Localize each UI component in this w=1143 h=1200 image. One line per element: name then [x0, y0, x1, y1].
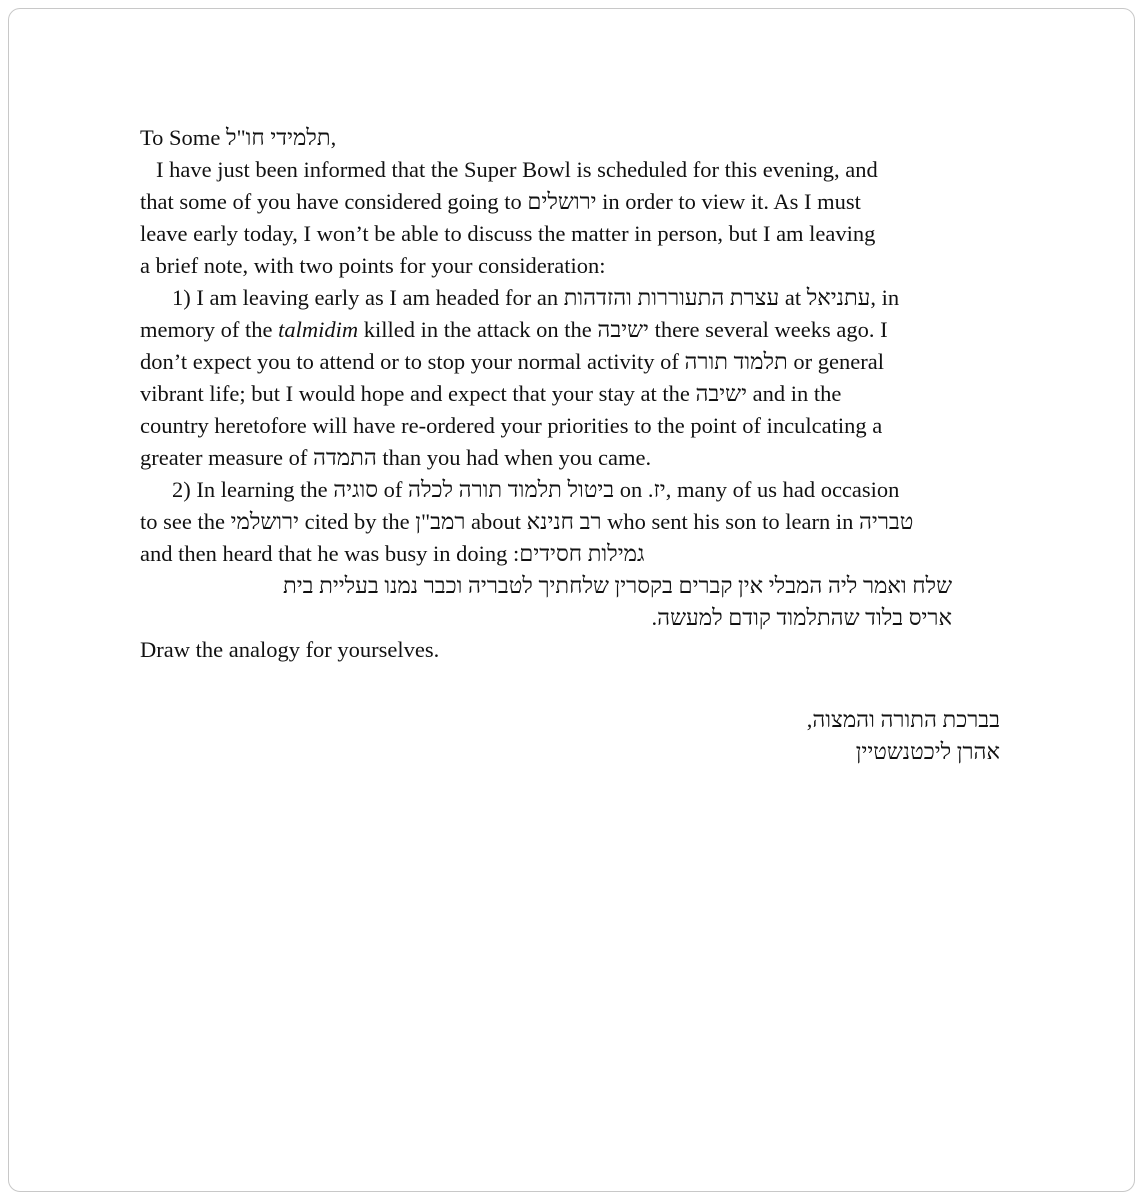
point-1-line-6: greater measure of התמדה than you had when you came.: [140, 445, 652, 470]
signature-blessing: בברכת התורה והמצוה,: [806, 707, 1000, 732]
hebrew-quote-line-2: אריס בלוד שהתלמוד קודם למעשה.: [651, 605, 952, 630]
closing-line: Draw the analogy for yourselves.: [140, 637, 440, 662]
point-1-line-2: memory of the talmidim killed in the attack on the ישיבה there several weeks ago. I: [140, 317, 888, 342]
paragraph-1-line-4: a brief note, with two points for your consideration:: [140, 253, 606, 278]
point-2-line-3: and then heard that he was busy in doing גמילות חסידים:: [140, 541, 645, 566]
point-1-line-3: don’t expect you to attend or to stop your normal activity of תלמוד תורה or general: [140, 349, 884, 374]
signature-block: [740, 704, 1000, 768]
paragraph-1-line-3: leave early today, I won’t be able to discuss the matter in person, but I am leaving: [140, 221, 876, 246]
point-2-line-2: to see the ירושלמי cited by the רמב"ן about רב חנינא who sent his son to learn in טבריה: [140, 509, 914, 534]
hebrew-quote-line-1: שלח ואמר ליה המבלי אין קברים בקסרין שלחתיך לטבריה וכבר נמנו בעליית בית: [283, 573, 952, 598]
signature-name: אהרן ליכטנשטיין: [855, 739, 1000, 764]
letter-body: [140, 122, 1000, 666]
point-1-line-1: 1) I am leaving early as I am headed for an עצרת התעוררות והזדהות at עתניאל, in: [172, 285, 900, 310]
salutation: To Some תלמידי חו"ל,: [140, 125, 337, 150]
point-1-line-4: vibrant life; but I would hope and expect that your stay at the ישיבה and in the: [140, 381, 842, 406]
point-1-line-5: country heretofore will have re-ordered your priorities to the point of inculcating a: [140, 413, 883, 438]
paragraph-1-line-1: I have just been informed that the Super Bowl is scheduled for this evening, and: [156, 157, 878, 182]
paragraph-1-line-2: that some of you have considered going to ירושלים in order to view it. As I must: [140, 189, 861, 214]
point-2-line-1: 2) In learning the סוגיה of ביטול תלמוד תורה לכלה on יז., many of us had occasion: [172, 477, 900, 502]
